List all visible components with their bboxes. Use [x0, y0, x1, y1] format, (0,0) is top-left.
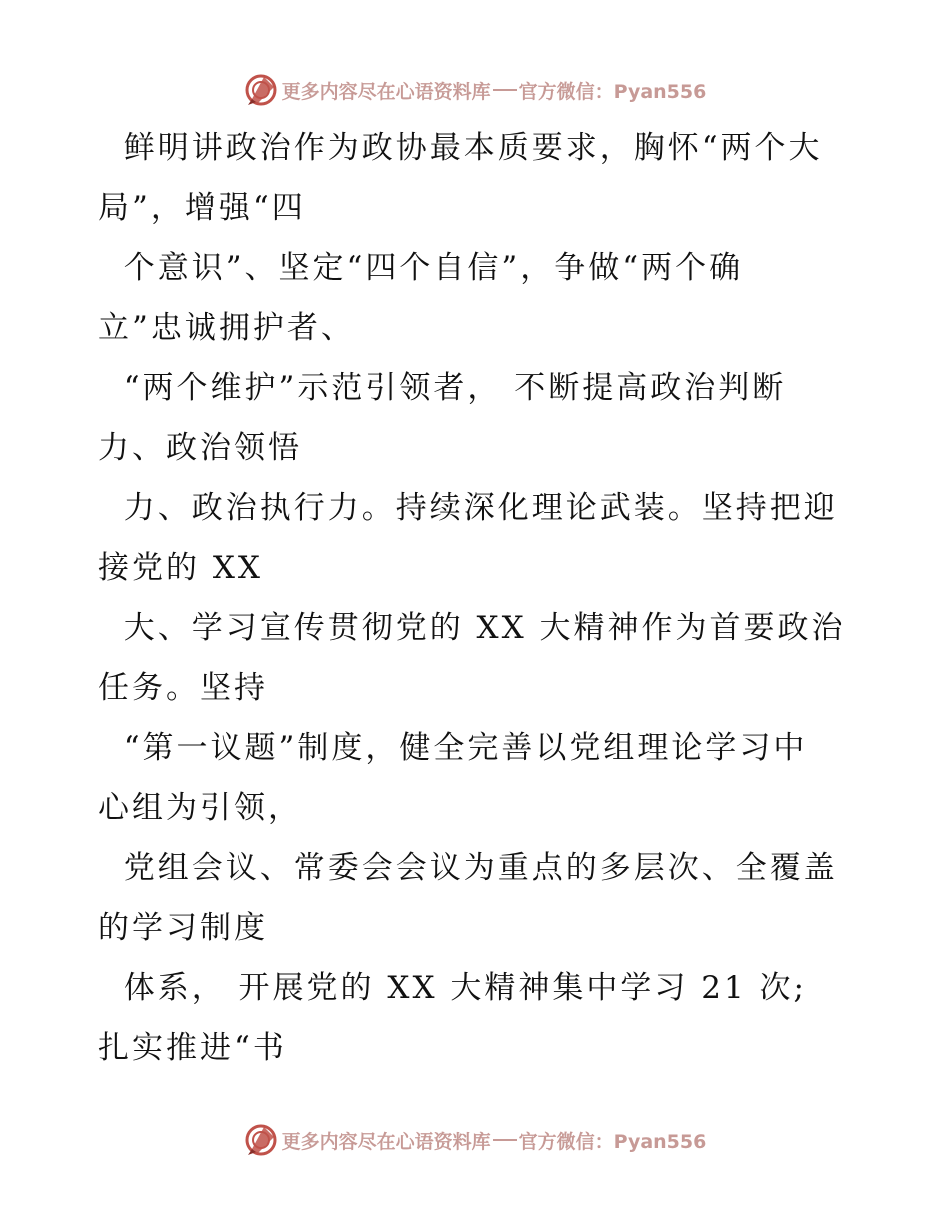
watermark-text: 更多内容尽在心语资料库 [281, 1130, 491, 1153]
watermark-wechat: 官方微信：Pyan556 [518, 1130, 707, 1153]
body-line: 个意识”、坚定“四个自信”，争做“两个确 [98, 250, 744, 286]
body-line: 大、学习宣传贯彻党的 XX 大精神作为首要政治 [98, 610, 846, 646]
header-watermark [0, 70, 950, 110]
body-line: 局”，增强“四 [98, 190, 306, 226]
body-line: 立”忠诚拥护者、 [98, 310, 355, 346]
pen-logo-icon [244, 1123, 278, 1157]
pen-logo-icon [244, 73, 278, 107]
body-line: 鲜明讲政治作为政协最本质要求，胸怀“两个大 [98, 130, 823, 166]
body-line: 接党的 XX [98, 550, 263, 586]
body-line: 力、政治执行力。持续深化理论武装。坚持把迎 [98, 490, 838, 526]
body-line: 心组为引领， [98, 790, 302, 826]
body-line: 体系， 开展党的 XX 大精神集中学习 21 次; [98, 970, 808, 1006]
watermark-text: 更多内容尽在心语资料库 [281, 80, 491, 103]
body-line: 党组会议、常委会会议为重点的多层次、全覆盖 [98, 850, 838, 886]
watermark-dash [493, 89, 517, 91]
body-line: 扎实推进“书 [98, 1030, 287, 1066]
body-line: 的学习制度 [98, 910, 268, 946]
body-line: “两个维护”示范引领者， 不断提高政治判断 [98, 370, 787, 406]
document-body [98, 118, 888, 1078]
body-line: 任务。坚持 [98, 670, 268, 706]
footer-watermark [0, 1120, 950, 1160]
body-line: 力、政治领悟 [98, 430, 302, 466]
body-line: “第一议题”制度，健全完善以党组理论学习中 [98, 730, 808, 766]
watermark-wechat: 官方微信：Pyan556 [518, 80, 707, 103]
watermark-dash [493, 1139, 517, 1141]
